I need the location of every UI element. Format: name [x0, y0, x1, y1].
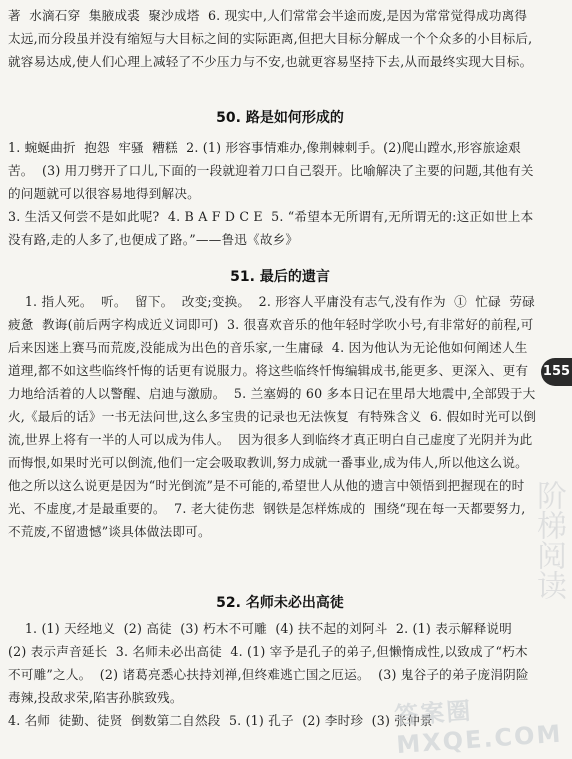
section-51-heading: 51. 最后的遗言 — [230, 269, 330, 285]
vertical-watermark: 阶梯阅读 — [531, 480, 566, 600]
intro-answer-text: 著 水滴石穿 集腋成裘 聚沙成塔 6. 现实中,人们常常会半途而废,是因为常常觉得成功离得太远,而分段虽并没有缩短与大目标之间的实际距离,但把大目标分解成一个个众多的小目标后,就容易达成,使人们心理上减轻了不少压力与不安,也就更容易坚持下去,从而最终实现大目标。 — [8, 8, 533, 69]
section-50-answer-text: 1. 蜿蜒曲折 抱怨 牢骚 糟糕 2. (1) 形容事情难办,像荆棘刺手。(2)爬山蹚水,形容旅途艰苦。 (3) 用刀劈开了口儿,下面的一段就迎着刀口自己裂开。比喻解决了主要的问题,其他有关的问题就可以很容易地得到解决。 3. 生活又何尝不是如此呢? 4. B A F D C E 5. “希望本无所谓有,无所谓无的:这正如世上本没有路,走的人多了,也便成了路。”——鲁迅《故乡》 — [8, 140, 534, 247]
page-number-badge: 155 — [541, 358, 572, 386]
section-51-answer-text: 1. 指人死。 听。 留下。 改变;变换。 2. 形容人平庸没有志气,没有作为 ① 忙碌 劳碌 疲惫 教诲(前后两字构成近义词即可) 3. 很喜欢音乐的他年轻时学吹小号,有非常好的前程,可后来因迷上赛马而荒废,没能成为出色的音乐家,一生庸碌 4. 因为他认为无论他如何阐述人生道理,都不如这些临终忏悔的话更有说服力。将这些临终忏悔编辑成书,能更多、更深入、更有力地给活着的人以警醒、启迪与激励。 5. 兰塞姆的 60 多本日记在里昂大地震中,全部毁于大火,《最后的话》一书无法问世,这么多宝贵的记录也无法恢复 有特殊含义 6. 假如时光可以倒流,世界上将有一半的人可以成为伟人。 因为很多人到临终才真正明白自己虚度了光阴并为此而悔恨,如果时光可以倒流,他们一定会吸取教训,努力成就一番事业,成为伟人,所以他这么说。 他之所以这么说更是因为“时光倒流”是不可能的,希望世人从他的遗言中领悟到把握现在的时光、不虚度,才是最重要的。 7. 老大徒伤悲 钢铁是怎样炼成的 围绕“现在每一天都要努力,不荒废,不留遗憾”谈具体做法即可。 — [8, 294, 544, 539]
section-52-answer-text: 1. (1) 天经地义 (2) 高徒 (3) 朽木不可雕 (4) 扶不起的刘阿斗 2. (1) 表示解释说明 (2) 表示声音延长 3. 名师未必出高徒 4. (1) 宰予是孔子的弟子,但懒惰成性,以致成了“朽木不可雕”之人。 (2) 诸葛亮悉心扶持刘禅,但终难逃亡国之厄运。 (3) 鬼谷子的弟子庞涓阴险毒辣,投敌求荣,陷害孙膑致残。 4. 名师 徒勤、徒贤 倒数第二自然段 5. (1) 孔子 (2) 李时珍 (3) 张仲景 — [8, 621, 529, 728]
section-50-heading: 50. 路是如何形成的 — [216, 110, 344, 126]
site-watermark-stamp: 答案圈 MXQE.COM — [393, 696, 564, 759]
section-52-heading: 52. 名师未必出高徒 — [216, 595, 344, 611]
